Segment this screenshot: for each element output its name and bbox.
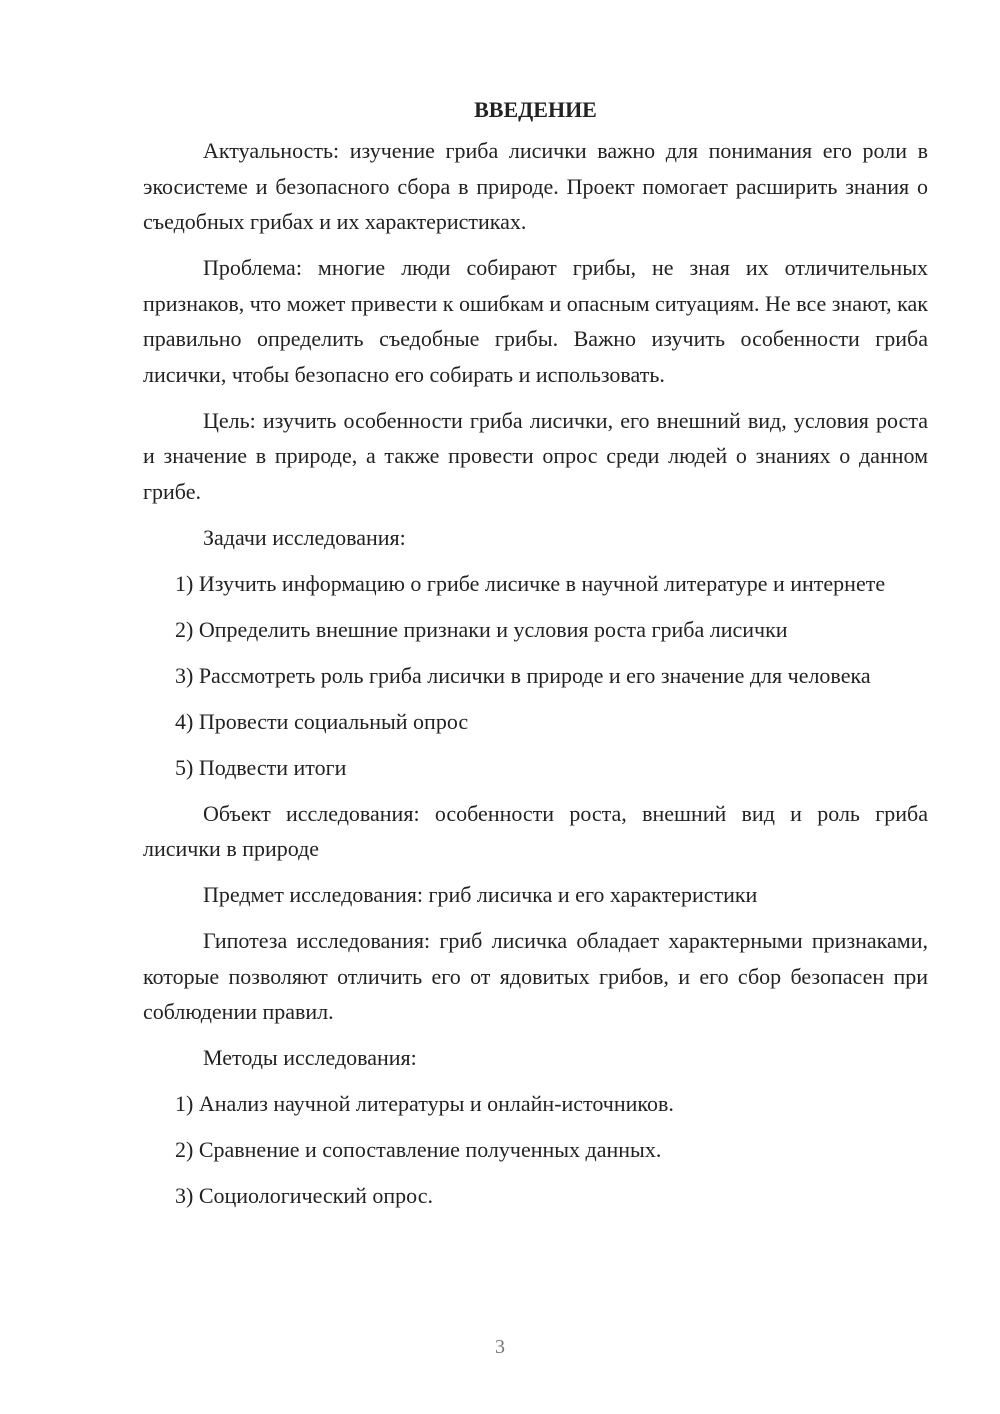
list-item-task-4: 4) Провести социальный опрос [175,708,469,734]
list-item-task-3: 3) Рассмотреть роль гриба лисички в природе и его значение для человека [175,662,871,688]
list-item-method-2: 2) Сравнение и сопоставление полученных данных. [175,1137,662,1162]
list-item-task-2: 2) Определить внешние признаки и условия роста гриба лисички [175,616,788,642]
list-item-task-1: 1) Изучить информацию о грибе лисичке в научной литературе и интернете [175,570,886,596]
paragraph-tasks-heading: Задачи исследования: [203,524,406,550]
paragraph-subject: Предмет исследования: гриб лисичка и его характеристики [203,882,758,907]
page-number: 3 [495,1336,505,1358]
paragraph-object: Объект исследования: особенности роста, внешний вид и роль гриба лисички в природе [143,800,928,861]
document-page [143,92,928,1224]
paragraph-problem: Проблема: многие люди собирают грибы, не зная их отличительных признаков, что может привести к ошибкам и опасным ситуациям. Не все знают, как правильно определить съедобные грибы. Важно изучить особенности гриба лисички, чтобы безопасно его собирать и использовать. [143,255,928,387]
page-title: ВВЕДЕНИЕ [474,97,597,122]
paragraph-methods-heading: Методы исследования: [203,1045,417,1070]
list-item-method-1: 1) Анализ научной литературы и онлайн-источников. [175,1091,674,1116]
list-item-method-3: 3) Социологический опрос. [175,1183,433,1208]
paragraph-hypothesis: Гипотеза исследования: гриб лисичка обладает характерными признаками, которые позволяют отличить его от ядовитых грибов, и его сбор безопасен при соблюдении правил. [143,928,928,1024]
paragraph-goal: Цель: изучить особенности гриба лисички, его внешний вид, условия роста и значение в природе, а также провести опрос среди людей о знаниях о данном грибе. [143,407,928,504]
paragraph-relevance: Актуальность: изучение гриба лисички важно для понимания его роли в экосистеме и безопасного сбора в природе. Проект помогает расширить знания о съедобных грибах и их характеристиках. [143,138,928,234]
list-item-task-5: 5) Подвести итоги [175,754,347,780]
